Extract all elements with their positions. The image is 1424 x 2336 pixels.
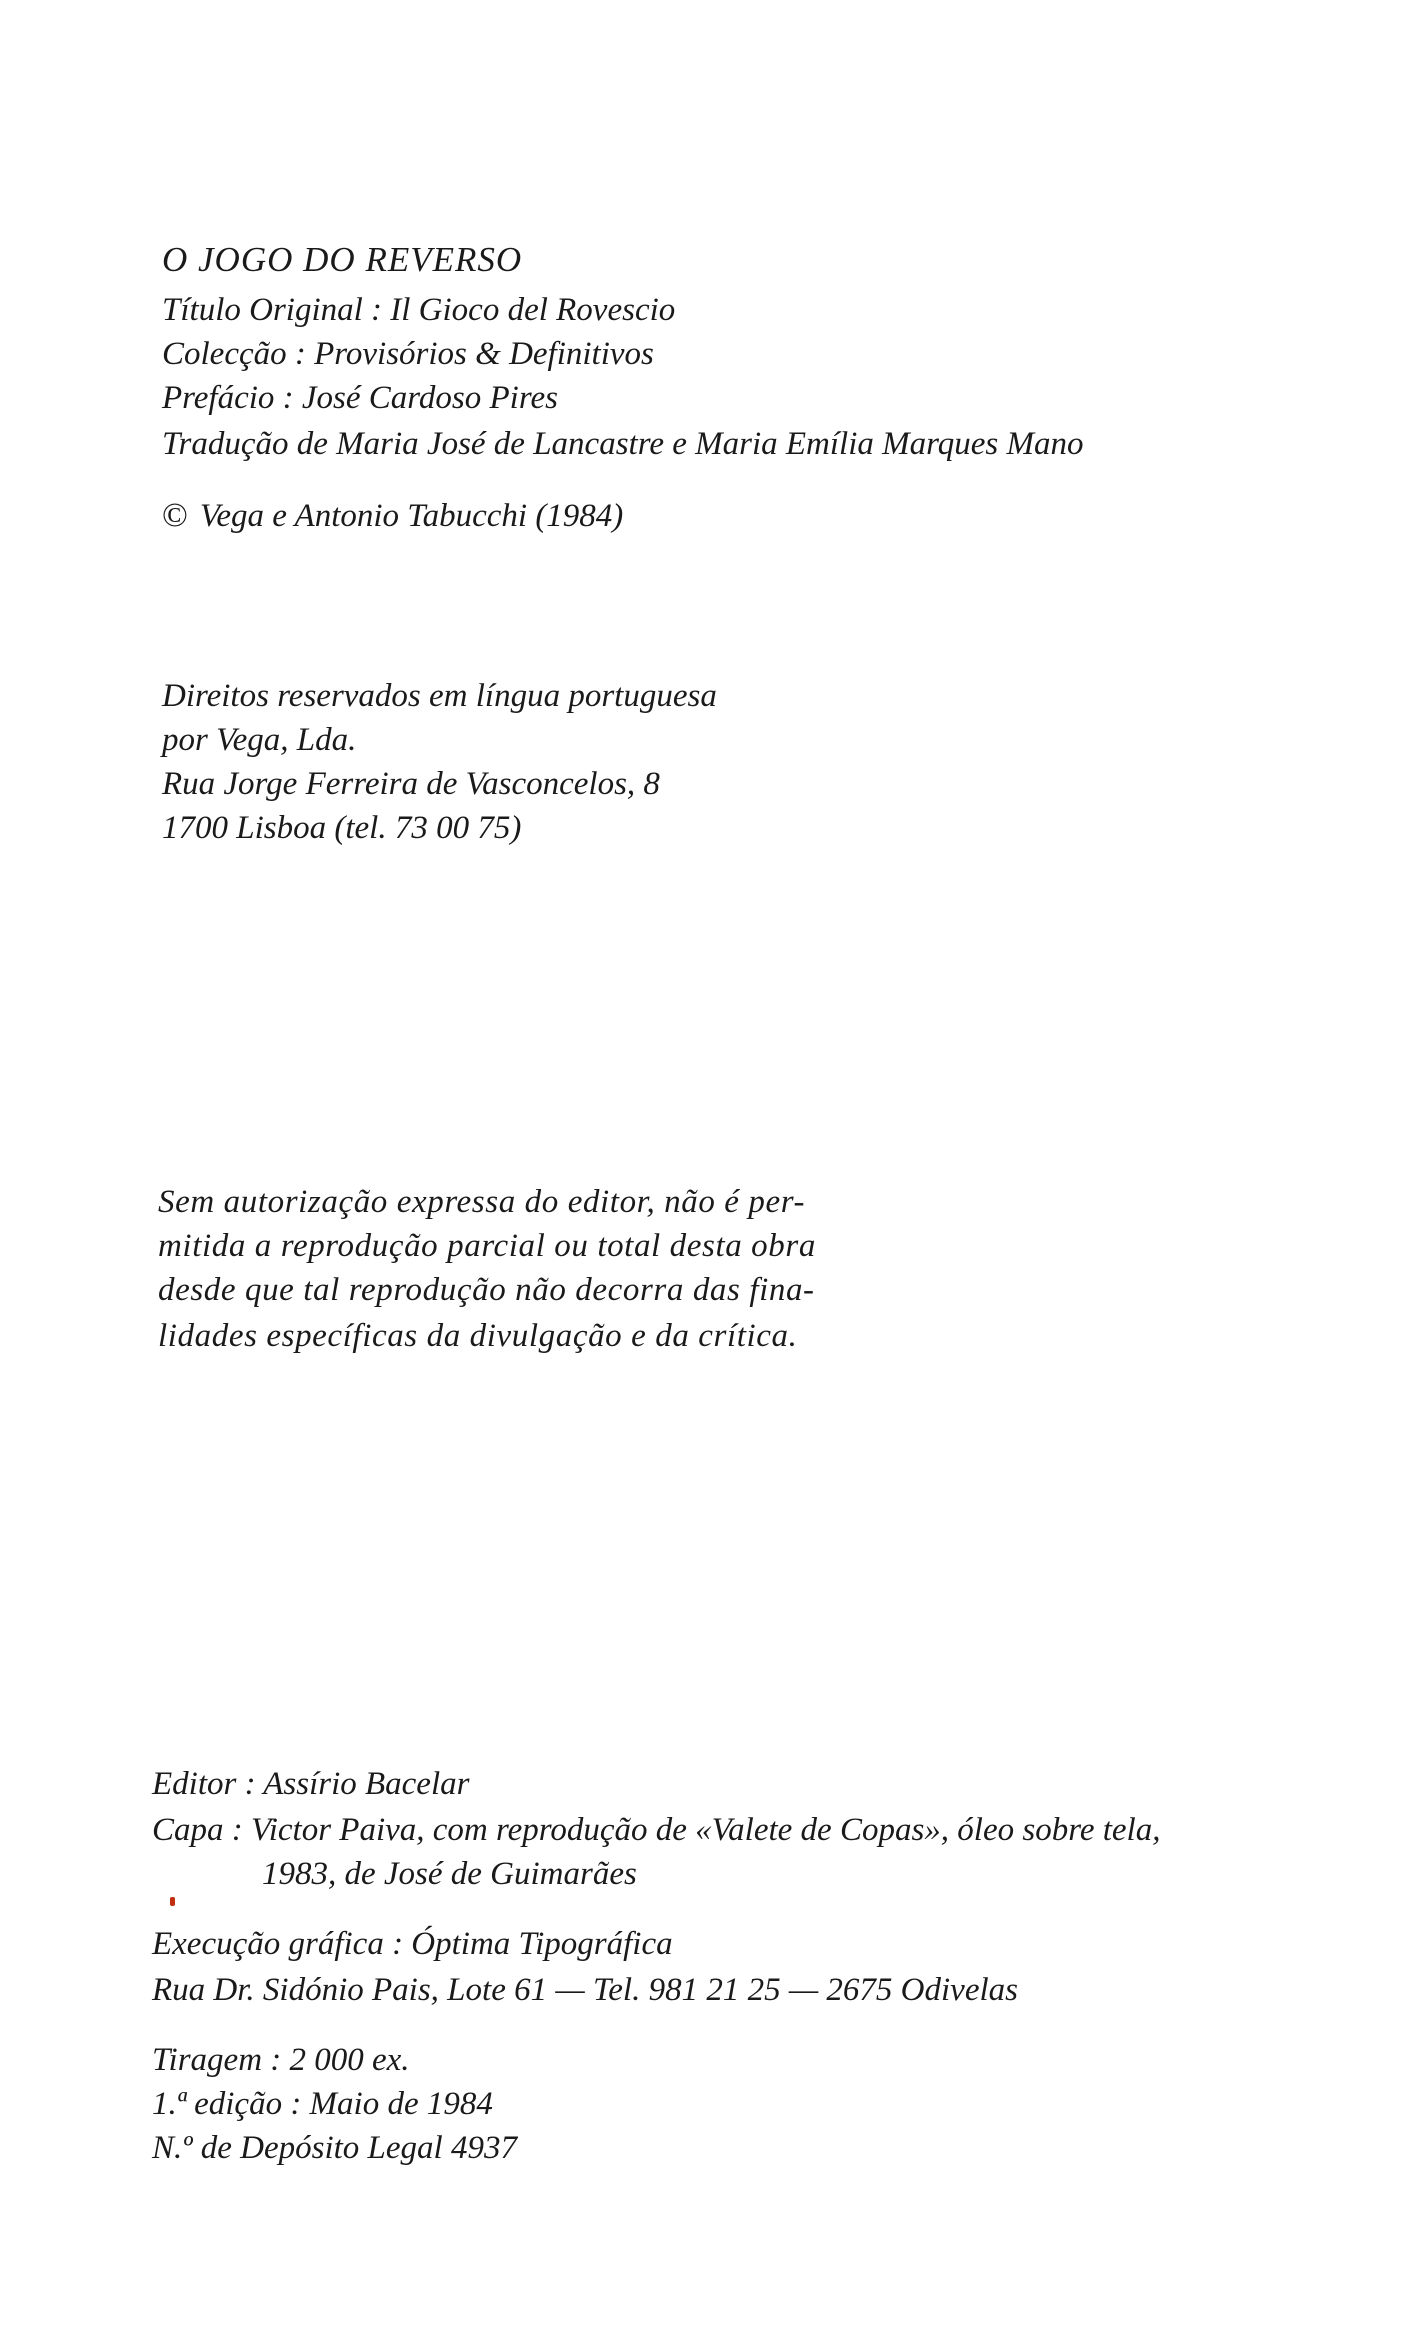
copyright-line bbox=[162, 496, 623, 536]
rights-line-4: 1700 Lisboa (tel. 73 00 75) bbox=[162, 810, 522, 846]
cover-line-1: Capa : Victor Paiva, com reprodução de «Valete de Copas», óleo sobre tela, bbox=[152, 1812, 1161, 1848]
printer-address: Rua Dr. Sidónio Pais, Lote 61 — Tel. 981 21 25 — 2675 Odivelas bbox=[152, 1972, 1018, 2008]
copyright-text: Vega e Antonio Tabucchi (1984) bbox=[199, 498, 624, 534]
rights-line-2: por Vega, Lda. bbox=[162, 722, 357, 758]
notice-line-2: mitida a reprodução parcial ou total desta obra bbox=[158, 1228, 816, 1264]
copyright-icon: © bbox=[162, 497, 188, 534]
legal-deposit: N.º de Depósito Legal 4937 bbox=[152, 2130, 517, 2166]
editor-line: Editor : Assírio Bacelar bbox=[152, 1766, 470, 1802]
notice-line-1: Sem autorização expressa do editor, não é per- bbox=[158, 1184, 806, 1220]
original-title: Título Original : Il Gioco del Rovescio bbox=[162, 292, 676, 328]
book-title: O JOGO DO REVERSO bbox=[162, 240, 523, 279]
print-run: Tiragem : 2 000 ex. bbox=[152, 2042, 410, 2078]
edition-line: 1.ª edição : Maio de 1984 bbox=[152, 2086, 493, 2122]
notice-line-3: desde que tal reprodução não decorra das fina- bbox=[158, 1272, 815, 1308]
notice-line-4: lidades específicas da divulgação e da crítica. bbox=[158, 1318, 798, 1354]
rights-line-3: Rua Jorge Ferreira de Vasconcelos, 8 bbox=[162, 766, 660, 802]
cover-line-2: 1983, de José de Guimarães bbox=[262, 1856, 637, 1892]
ink-speck bbox=[170, 1897, 175, 1906]
collection: Colecção : Provisórios & Definitivos bbox=[162, 336, 654, 372]
translation: Tradução de Maria José de Lancastre e Maria Emília Marques Mano bbox=[162, 426, 1084, 462]
preface: Prefácio : José Cardoso Pires bbox=[162, 380, 558, 416]
rights-line-1: Direitos reservados em língua portuguesa bbox=[162, 678, 717, 714]
printing-line: Execução gráfica : Óptima Tipográfica bbox=[152, 1926, 673, 1962]
